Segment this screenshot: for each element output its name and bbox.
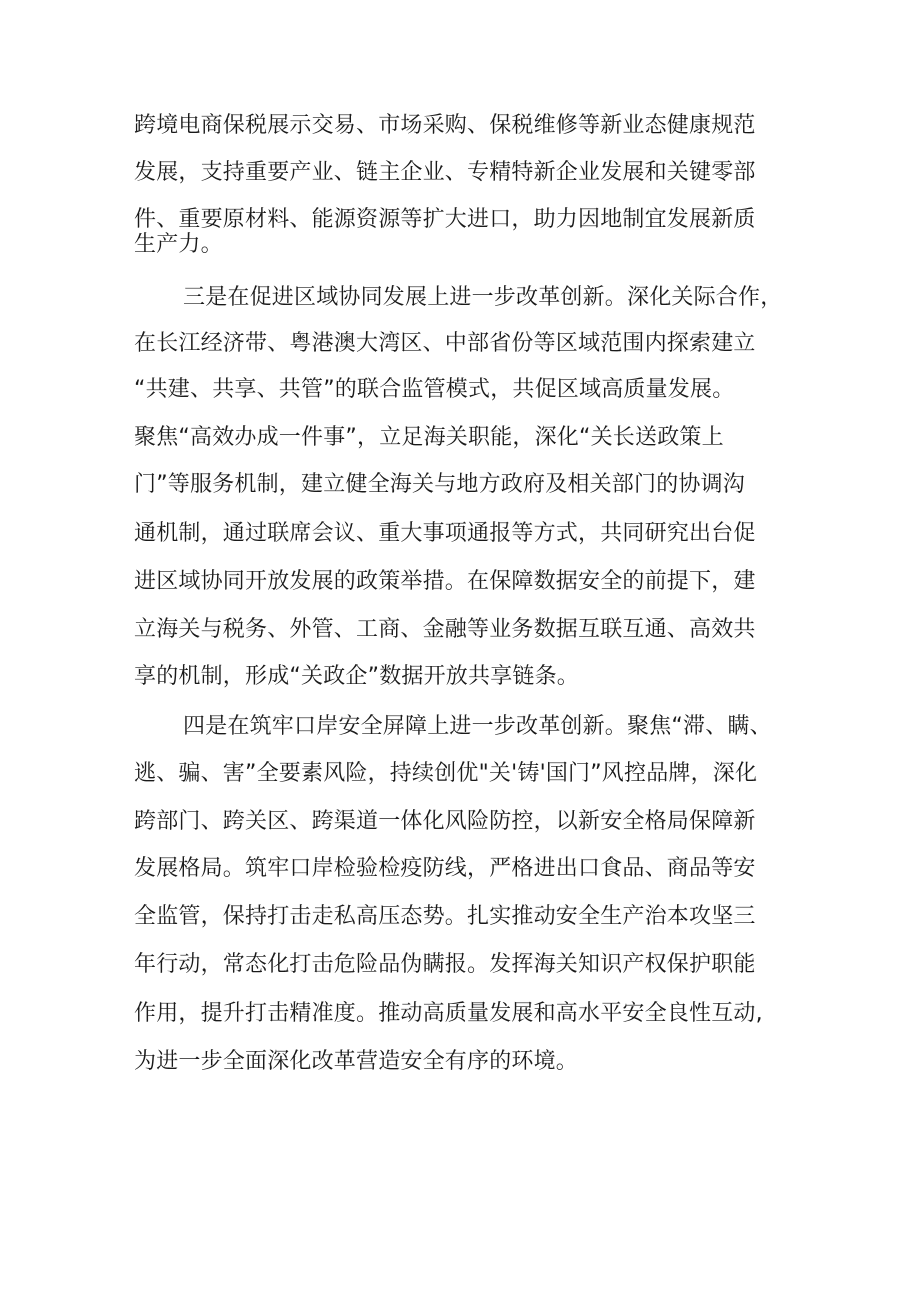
paragraph-2-line-1: 三是在促进区域协同发展上进一步改革创新。深化关际合作，: [183, 285, 783, 310]
paragraph-2-line-4: 聚焦“高效办成一件事”，立足海关职能，深化“关长送政策上: [134, 425, 724, 450]
paragraph-3-line-1: 四是在筑牢口岸安全屏障上进一步改革创新。聚焦“滞、瞒、: [183, 714, 772, 739]
paragraph-2-line-7: 进区域协同开放发展的政策举措。在保障数据安全的前提下，建: [134, 569, 756, 594]
paragraph-1-line-2: 发展，支持重要产业、链主企业、专精特新企业发展和关键零部: [134, 160, 756, 185]
paragraph-2-line-3: “共建、共享、共管”的联合监管模式，共促区域高质量发展。: [134, 377, 735, 402]
paragraph-3-line-2: 逃、骗、害”全要素风险，持续创优"关'铸'国门”风控品牌，深化: [134, 761, 758, 786]
paragraph-2-line-2: 在长江经济带、粤港澳大湾区、中部省份等区域范围内探索建立: [134, 331, 756, 356]
paragraph-2-line-9: 享的机制，形成“关政企”数据开放共享链条。: [134, 664, 579, 689]
paragraph-2-line-8: 立海关与税务、外管、工商、金融等业务数据互联互通、高效共: [134, 617, 756, 642]
paragraph-3-line-3: 跨部门、跨关区、跨渠道一体化风险防控，以新安全格局保障新: [134, 809, 756, 834]
paragraph-3-line-6: 年行动，常态化打击危险品伪瞒报。发挥海关知识产权保护职能: [134, 952, 756, 977]
paragraph-1-line-1: 跨境电商保税展示交易、市场采购、保税维修等新业态健康规范: [134, 113, 756, 138]
paragraph-1-line-3: 件、重要原材料、能源资源等扩大进口，助力因地制宜发展新质: [134, 207, 756, 232]
paragraph-1-line-4: 生产力。: [134, 232, 223, 257]
paragraph-2-line-6: 通机制，通过联席会议、重大事项通报等方式，共同研究出台促: [134, 521, 756, 546]
paragraph-3-line-8: 为进一步全面深化改革营造安全有序的环境。: [134, 1049, 579, 1074]
paragraph-2-line-5: 门”等服务机制，建立健全海关与地方政府及相关部门的协调沟: [134, 472, 745, 497]
paragraph-3-line-7: 作用，提升打击精准度。推动高质量发展和高水平安全良性互动,: [134, 1001, 763, 1026]
paragraph-3-line-5: 全监管，保持打击走私高压态势。扎实推动安全生产治本攻坚三: [134, 904, 756, 929]
paragraph-3-line-4: 发展格局。筑牢口岸检验检疫防线，严格进出口食品、商品等安: [134, 856, 756, 881]
